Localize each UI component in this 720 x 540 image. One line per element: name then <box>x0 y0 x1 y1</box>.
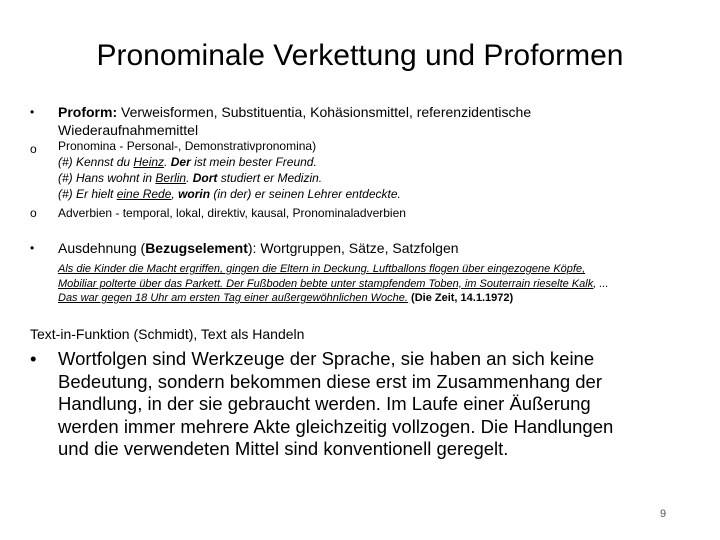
adverbien-item: Adverbien - temporal, lokal, direktiv, kausal, Pronominaladverbien <box>58 206 406 220</box>
text-in-funktion-heading: Text-in-Funktion (Schmidt), Text als Handeln <box>30 326 305 342</box>
antecedent: Heinz <box>133 155 165 169</box>
sub-bullet-icon: o <box>30 206 37 220</box>
sub-bullet-icon: o <box>30 142 37 156</box>
proform-item <box>58 103 698 139</box>
quote-line-3 <box>58 291 718 306</box>
wortfolgen-line-4: werden immer mehrere Akte gleichzeitig vollzogen. Die Handlungen <box>58 415 614 437</box>
example-text: . <box>186 171 193 185</box>
wortfolgen-line-5: und die verwendeten Mittel sind konventionell geregelt. <box>58 438 509 459</box>
example-text: , <box>171 187 179 201</box>
ausdehnung-item <box>58 239 698 257</box>
proform-text-line2: Wiederaufnahmemittel <box>58 122 199 138</box>
ausdehnung-text: Ausdehnung ( <box>58 240 146 256</box>
example-text: studiert er Medizin. <box>217 171 323 185</box>
bullet-icon: • <box>30 348 37 369</box>
pronomina-example-2 <box>58 170 698 186</box>
bullet-icon: • <box>30 105 35 119</box>
quote-text: Mobiliar polterte über das Parkett. Der Fußboden bebte unter stampfendem Toben, im Souterrain rieselte Kalk <box>58 277 594 290</box>
quote-text: , ... <box>593 277 609 290</box>
ausdehnung-quote <box>58 262 718 306</box>
quote-line-2 <box>58 277 718 292</box>
slide-title: Pronominale Verkettung und Proformen <box>96 39 624 72</box>
ausdehnung-text: ): Wortgruppen, Sätze, Satzfolgen <box>247 240 459 256</box>
example-text: (#) Er hielt <box>58 187 117 201</box>
proform-word: worin <box>178 187 211 201</box>
pronomina-heading: Pronomina - Personal-, Demonstrativpronomina) <box>58 139 317 153</box>
pronomina-example-3 <box>58 186 698 202</box>
page-number: 9 <box>660 508 667 520</box>
bezugselement-label: Bezugselement <box>145 240 248 256</box>
proform-word: Dort <box>192 171 218 185</box>
example-text: (#) Hans wohnt in <box>58 171 156 185</box>
wortfolgen-item <box>58 348 708 461</box>
example-text: ist mein bester Freund. <box>190 155 317 169</box>
proform-text-line1: Verweisformen, Substituentia, Kohäsionsmittel, referenzidentische <box>117 104 532 120</box>
wortfolgen-line-2: Bedeutung, sondern bekommen diese erst im Zusammenhang der <box>58 370 602 392</box>
antecedent: Berlin <box>155 171 187 185</box>
quote-source: (Die Zeit, 14.1.1972) <box>407 292 514 304</box>
pronomina-item <box>58 138 698 202</box>
proform-word: Der <box>170 155 191 169</box>
bullet-icon: • <box>30 241 35 255</box>
example-text: (in der) er seinen Lehrer entdeckte. <box>210 187 401 201</box>
wortfolgen-line-1: Wortfolgen sind Werkzeuge der Sprache, sie haben an sich keine <box>58 348 595 369</box>
proform-label: Proform: <box>58 104 118 120</box>
quote-line-1: Als die Kinder die Macht ergriffen, gingen die Eltern in Deckung. Luftballons flogen über eingezogene Köpfe, <box>58 263 586 275</box>
antecedent: eine Rede <box>116 187 172 201</box>
pronomina-example-1 <box>58 154 698 170</box>
wortfolgen-line-3: Handlung, in der sie gebraucht werden. Im Laufe einer Äußerung <box>58 393 591 414</box>
example-text: (#) Kennst du <box>58 155 134 169</box>
quote-text: Das war gegen 18 Uhr am ersten Tag einer außergewöhnlichen Woche. <box>58 292 408 304</box>
example-text: . <box>164 155 171 169</box>
